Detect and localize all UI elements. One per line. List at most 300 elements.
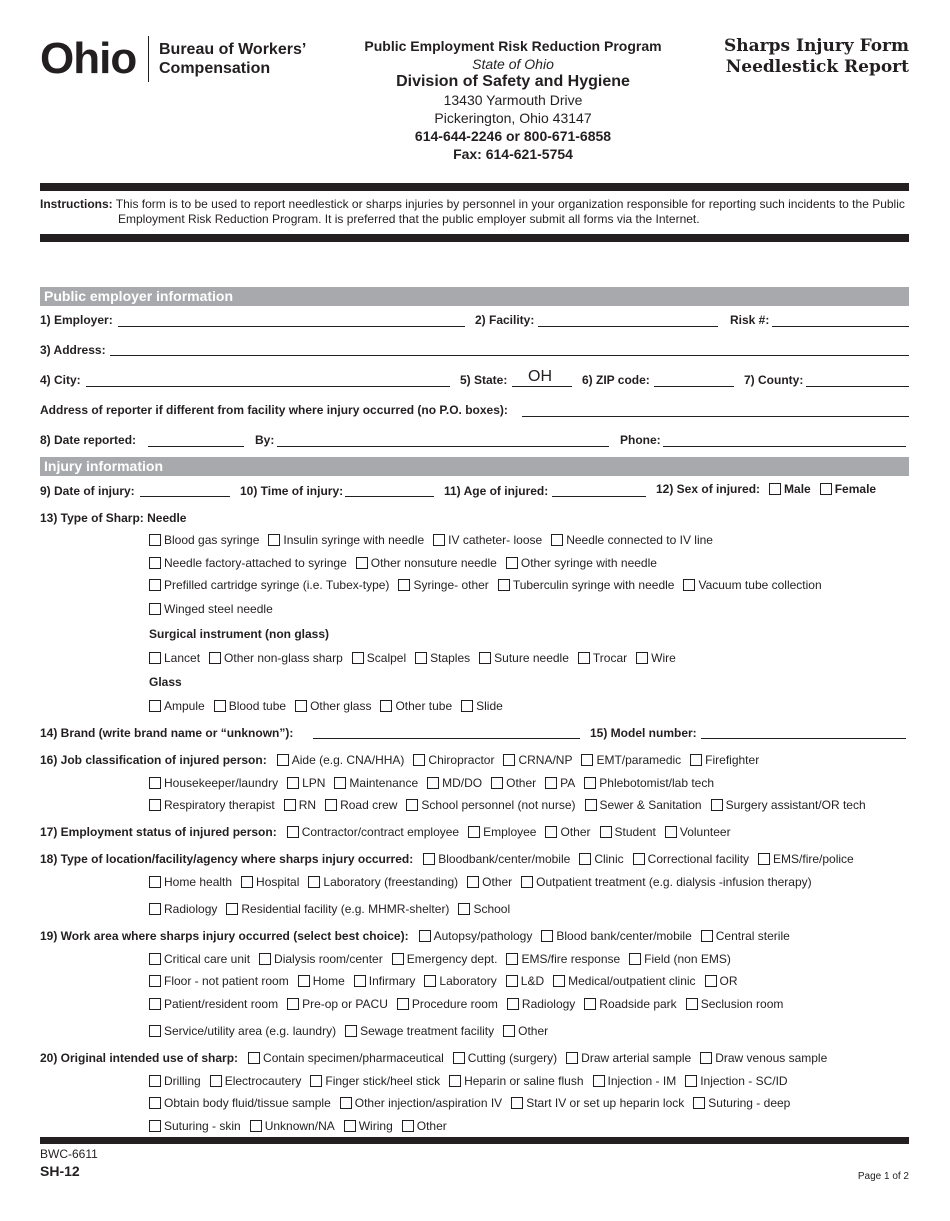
option-label: Critical care unit [164,952,251,966]
model-field[interactable] [701,738,906,739]
checkbox-option[interactable] [498,578,675,592]
option-label: Aide (e.g. CNA/HHA) [291,753,405,767]
checkbox-option[interactable] [686,997,784,1011]
checkbox-option[interactable] [506,974,544,988]
checkbox-option[interactable] [584,997,676,1011]
checkbox[interactable] [419,930,431,942]
checkbox-option[interactable] [287,825,459,839]
checkbox-option[interactable] [711,798,866,812]
needle-row-3 [149,578,831,592]
form-number: BWC-6611 [40,1147,98,1161]
checkbox-option[interactable] [541,929,691,943]
zip-field[interactable] [654,386,734,387]
checkbox[interactable] [356,557,368,569]
checkbox[interactable] [248,1052,260,1064]
sex-option-female[interactable] [820,482,876,496]
checkbox-option[interactable] [636,651,676,665]
bwc-line2: Compensation [159,60,271,77]
checkbox-option[interactable] [406,798,575,812]
option-label: Draw venous sample [715,1051,828,1065]
checkbox-option[interactable] [506,952,620,966]
option-label: Tuberculin syringe with needle [512,578,675,592]
checkbox[interactable] [149,557,161,569]
checkbox[interactable] [149,1097,161,1109]
option-label: Contractor/contract employee [301,825,460,839]
checkbox[interactable] [149,700,161,712]
option-label: Heparin or saline flush [464,1074,584,1088]
checkbox[interactable] [209,652,221,664]
checkbox-option[interactable] [701,929,790,943]
checkbox-option[interactable] [468,825,536,839]
checkbox[interactable] [149,1120,161,1132]
checkbox-option[interactable] [491,776,536,790]
checkbox-option[interactable] [149,1024,336,1038]
checkbox-option[interactable] [149,1074,201,1088]
checkbox-option[interactable] [665,825,731,839]
checkbox-option[interactable] [685,1074,787,1088]
city-address: Pickerington, Ohio 43147 [434,110,592,126]
checkbox-option[interactable] [402,1119,447,1133]
checkbox-option[interactable] [629,952,731,966]
checkbox[interactable] [633,853,645,865]
checkbox-option[interactable] [149,1119,241,1133]
q17-label: 17) Employment status of injured person: [40,825,277,839]
checkbox[interactable] [214,700,226,712]
checkbox[interactable] [507,998,519,1010]
instructions-text: This form is to be used to report needlestick or sharps injuries by personnel in your organization responsible for reporting such incidents to the Public Employment Risk Reduction Program. It is preferred that the public employer submit all forms via the Internet. [115,197,905,226]
checkbox-option[interactable] [149,1096,331,1110]
checkbox[interactable] [345,1025,357,1037]
checkbox[interactable] [344,1120,356,1132]
option-label: Contain specimen/pharmaceutical [263,1051,444,1065]
checkbox[interactable] [700,1052,712,1064]
date-injury-field[interactable] [140,496,230,497]
option-label: IV catheter- loose [448,533,543,547]
checkbox[interactable] [149,652,161,664]
checkbox[interactable] [149,534,161,546]
checkbox[interactable] [686,998,698,1010]
option-label: Sewer & Sanitation [599,798,702,812]
checkbox[interactable] [149,799,161,811]
q18-row-3 [149,902,519,916]
checkbox-option[interactable] [579,852,623,866]
q20-label: 20) Original intended use of sharp: [40,1051,239,1065]
checkbox-option[interactable] [149,974,289,988]
checkbox-option[interactable] [600,825,656,839]
checkbox-option[interactable] [397,997,498,1011]
checkbox-option[interactable] [308,875,458,889]
checkbox-option[interactable] [149,952,250,966]
option-label: Finger stick/heel stick [325,1074,441,1088]
phone-numbers: 614-644-2246 or 800-671-6858 [414,128,612,144]
sex-option-male[interactable] [769,482,811,496]
checkbox-option[interactable] [507,997,575,1011]
by-label: By: [255,433,275,447]
checkbox-option[interactable] [354,974,416,988]
option-label: RN [298,798,317,812]
glass-row [149,699,512,713]
checkbox[interactable] [268,534,280,546]
checkbox[interactable] [398,579,410,591]
checkbox-option[interactable] [259,952,383,966]
checkbox-option[interactable] [584,776,714,790]
checkbox[interactable] [149,876,161,888]
checkbox[interactable] [402,1120,414,1132]
checkbox[interactable] [584,777,596,789]
checkbox[interactable] [758,853,770,865]
state-field[interactable] [512,386,572,387]
checkbox[interactable] [284,799,296,811]
checkbox-option[interactable] [690,753,759,767]
checkbox-option[interactable] [633,852,749,866]
checkbox-option[interactable] [248,1051,444,1065]
checkbox-option[interactable] [352,651,406,665]
checkbox-option[interactable] [149,651,200,665]
brand-field[interactable] [313,738,580,739]
checkbox[interactable] [295,700,307,712]
checkbox-option[interactable] [149,578,389,592]
surgical-label: Surgical instrument (non glass) [149,627,330,641]
checkbox-option[interactable] [551,533,713,547]
city-field[interactable] [86,386,450,387]
checkbox[interactable] [769,483,781,495]
checkbox[interactable] [553,975,565,987]
option-label: Winged steel needle [164,602,273,616]
checkbox-option[interactable] [149,997,278,1011]
checkbox[interactable] [683,579,695,591]
checkbox-option[interactable] [449,1074,583,1088]
checkbox[interactable] [629,953,641,965]
checkbox-option[interactable] [424,974,496,988]
option-label: Radiology [164,902,218,916]
checkbox-option[interactable] [566,1051,691,1065]
q19-row-4 [149,997,792,1011]
address-field[interactable] [110,355,909,356]
option-label: Drilling [164,1074,201,1088]
checkbox[interactable] [354,975,366,987]
checkbox[interactable] [380,700,392,712]
option-label: Other glass [310,699,372,713]
risk-label: Risk #: [730,313,770,327]
checkbox-option[interactable] [585,798,702,812]
checkbox-option[interactable] [295,699,371,713]
checkbox-option[interactable] [149,798,275,812]
option-label: Road crew [340,798,398,812]
checkbox-option[interactable] [310,1074,440,1088]
checkbox-option[interactable] [380,699,452,713]
checkbox[interactable] [423,853,435,865]
checkbox[interactable] [503,754,515,766]
option-label: Wiring [358,1119,393,1133]
q19-options-1 [419,929,799,943]
option-label: Cutting (surgery) [467,1051,558,1065]
checkbox[interactable] [397,998,409,1010]
bottom-rule [40,1137,909,1144]
checkbox[interactable] [415,652,427,664]
checkbox[interactable] [541,930,553,942]
street-address: 13430 Yarmouth Drive [443,92,583,108]
option-label: Student [614,825,656,839]
checkbox-option[interactable] [340,1096,502,1110]
checkbox-option[interactable] [149,875,232,889]
checkbox[interactable] [424,975,436,987]
brand-label: 14) Brand (write brand name or “unknown”): [40,726,294,740]
checkbox-option[interactable] [700,1051,827,1065]
bwc-logo-text [159,40,329,78]
option-label: Other nonsuture needle [370,556,497,570]
checkbox[interactable] [310,1075,322,1087]
checkbox-option[interactable] [287,997,388,1011]
checkbox-option[interactable] [593,1074,677,1088]
checkbox[interactable] [468,826,480,838]
checkbox-option[interactable] [705,974,738,988]
q20-row-4 [149,1119,456,1133]
checkbox-option[interactable] [503,1024,548,1038]
checkbox[interactable] [149,953,161,965]
option-label: School [473,902,511,916]
checkbox[interactable] [545,826,557,838]
checkbox[interactable] [406,799,418,811]
option-label: Other [560,825,591,839]
checkbox[interactable] [506,975,518,987]
checkbox[interactable] [298,975,310,987]
checkbox-option[interactable] [683,578,821,592]
checkbox[interactable] [149,1075,161,1087]
checkbox[interactable] [711,799,723,811]
county-field[interactable] [806,386,909,387]
checkbox-option[interactable] [250,1119,335,1133]
checkbox[interactable] [352,652,364,664]
phone-field[interactable] [663,446,906,447]
city-label: 4) City: [40,373,81,387]
checkbox-option[interactable] [325,798,397,812]
option-label: Unknown/NA [264,1119,335,1133]
checkbox-option[interactable] [209,651,343,665]
option-label: Female [834,482,877,496]
checkbox[interactable] [545,777,557,789]
reporter-address-field[interactable] [522,416,909,417]
checkbox[interactable] [503,1025,515,1037]
checkbox-option[interactable] [149,699,205,713]
employer-field[interactable] [118,326,465,327]
zip-label: 6) ZIP code: [582,373,650,387]
checkbox[interactable] [636,652,648,664]
checkbox-option[interactable] [356,556,497,570]
checkbox[interactable] [149,1025,161,1037]
option-label: Laboratory (freestanding) [323,875,459,889]
checkbox[interactable] [467,876,479,888]
checkbox-option[interactable] [581,753,681,767]
checkbox[interactable] [693,1097,705,1109]
checkbox-option[interactable] [415,651,470,665]
checkbox[interactable] [149,603,161,615]
checkbox[interactable] [701,930,713,942]
checkbox-option[interactable] [467,875,512,889]
risk-field[interactable] [772,326,909,327]
option-label: Floor - not patient room [164,974,289,988]
option-label: School personnel (not nurse) [421,798,576,812]
option-label: Lancet [164,651,201,665]
checkbox[interactable] [685,1075,697,1087]
checkbox[interactable] [506,953,518,965]
option-label: Start IV or set up heparin lock [526,1096,685,1110]
checkbox-option[interactable] [433,533,542,547]
checkbox[interactable] [433,534,445,546]
q19-row-5 [149,1024,557,1038]
checkbox[interactable] [149,975,161,987]
checkbox[interactable] [334,777,346,789]
q19-row-2 [149,952,740,966]
checkbox[interactable] [250,1120,262,1132]
checkbox-option[interactable] [149,902,217,916]
checkbox-option[interactable] [413,753,494,767]
checkbox[interactable] [287,998,299,1010]
checkbox[interactable] [287,826,299,838]
q18-row-2 [149,875,821,889]
option-label: Electrocautery [224,1074,302,1088]
checkbox-option[interactable] [149,556,347,570]
option-label: Needle connected to IV line [566,533,713,547]
checkbox-option[interactable] [419,929,533,943]
checkbox[interactable] [458,903,470,915]
checkbox[interactable] [308,876,320,888]
checkbox-option[interactable] [214,699,286,713]
checkbox-option[interactable] [210,1074,302,1088]
option-label: Firefighter [705,753,760,767]
age-injured-field[interactable] [552,496,646,497]
checkbox-option[interactable] [392,952,498,966]
checkbox-option[interactable] [226,902,449,916]
checkbox[interactable] [491,777,503,789]
checkbox-option[interactable] [458,902,510,916]
checkbox[interactable] [149,903,161,915]
checkbox[interactable] [581,754,593,766]
checkbox[interactable] [325,799,337,811]
checkbox[interactable] [449,1075,461,1087]
q16-row-1 [40,753,768,767]
checkbox[interactable] [461,700,473,712]
checkbox-option[interactable] [578,651,627,665]
checkbox-option[interactable] [345,1024,494,1038]
checkbox[interactable] [511,1097,523,1109]
by-field[interactable] [277,446,609,447]
checkbox[interactable] [287,777,299,789]
glass-label: Glass [149,675,182,689]
checkbox-option[interactable] [149,533,259,547]
q19-row-3 [149,974,747,988]
form-title-line1: Sharps Injury Form [724,36,909,56]
checkbox-option[interactable] [284,798,316,812]
checkbox[interactable] [453,1052,465,1064]
checkbox[interactable] [584,998,596,1010]
checkbox[interactable] [226,903,238,915]
checkbox-option[interactable] [511,1096,684,1110]
checkbox-option[interactable] [545,776,575,790]
checkbox[interactable] [566,1052,578,1064]
checkbox-option[interactable] [277,753,405,767]
checkbox[interactable] [149,579,161,591]
checkbox-option[interactable] [461,699,503,713]
checkbox[interactable] [149,777,161,789]
checkbox-option[interactable] [398,578,488,592]
checkbox-option[interactable] [545,825,590,839]
checkbox[interactable] [413,754,425,766]
checkbox-option[interactable] [693,1096,790,1110]
checkbox[interactable] [593,1075,605,1087]
checkbox[interactable] [259,953,271,965]
checkbox[interactable] [665,826,677,838]
facility-field[interactable] [538,326,718,327]
checkbox-option[interactable] [506,556,657,570]
date-injury-label: 9) Date of injury: [40,484,135,498]
date-reported-field[interactable] [148,446,244,447]
option-label: Suturing - deep [708,1096,791,1110]
checkbox[interactable] [241,876,253,888]
checkbox-option[interactable] [287,776,325,790]
checkbox[interactable] [705,975,717,987]
checkbox-option[interactable] [268,533,424,547]
checkbox[interactable] [578,652,590,664]
checkbox-option[interactable] [521,875,811,889]
time-injury-field[interactable] [345,496,434,497]
option-label: Wire [651,651,676,665]
checkbox[interactable] [392,953,404,965]
checkbox-option[interactable] [241,875,299,889]
option-label: Phlebotomist/lab tech [599,776,715,790]
option-label: Other injection/aspiration IV [354,1096,503,1110]
q16-row-3 [149,798,875,812]
option-label: Prefilled cartridge syringe (i.e. Tubex-type) [164,578,390,592]
checkbox[interactable] [690,754,702,766]
q18-label: 18) Type of location/facility/agency where sharps injury occurred: [40,852,414,866]
division-name: Division of Safety and Hygiene [396,73,630,90]
option-label: Needle factory-attached to syringe [164,556,347,570]
checkbox[interactable] [479,652,491,664]
instructions-label: Instructions: [40,197,113,211]
checkbox-option[interactable] [758,852,854,866]
checkbox-option[interactable] [149,776,278,790]
checkbox[interactable] [210,1075,222,1087]
checkbox-option[interactable] [149,602,273,616]
checkbox-option[interactable] [503,753,572,767]
checkbox[interactable] [551,534,563,546]
checkbox-option[interactable] [344,1119,393,1133]
checkbox[interactable] [579,853,591,865]
checkbox-option[interactable] [423,852,570,866]
county-label: 7) County: [744,373,804,387]
checkbox-option[interactable] [479,651,569,665]
checkbox-option[interactable] [298,974,345,988]
option-label: Other [506,776,537,790]
checkbox[interactable] [600,826,612,838]
checkbox[interactable] [427,777,439,789]
page-number: Page 1 of 2 [857,1171,909,1182]
checkbox-option[interactable] [334,776,418,790]
checkbox-option[interactable] [453,1051,557,1065]
checkbox[interactable] [149,998,161,1010]
checkbox[interactable] [521,876,533,888]
checkbox[interactable] [820,483,832,495]
checkbox[interactable] [498,579,510,591]
checkbox[interactable] [585,799,597,811]
checkbox[interactable] [340,1097,352,1109]
checkbox[interactable] [506,557,518,569]
option-label: EMT/paramedic [596,753,682,767]
checkbox-option[interactable] [553,974,695,988]
checkbox[interactable] [277,754,289,766]
reporter-address-label: Address of reporter if different from facility where injury occurred (no P.O. boxes): [40,403,508,417]
checkbox-option[interactable] [427,776,482,790]
